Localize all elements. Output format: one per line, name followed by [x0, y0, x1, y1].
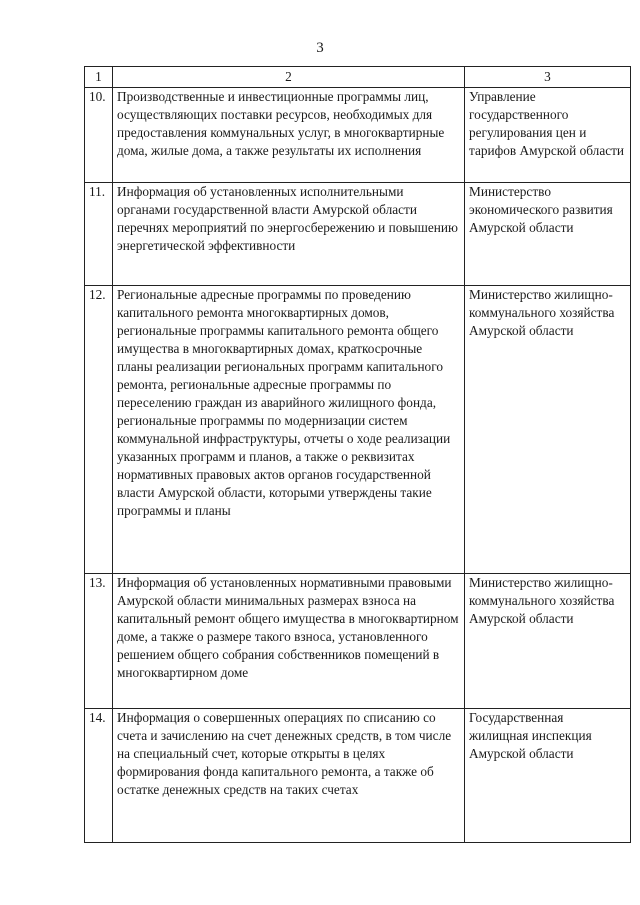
column-header-organization: 3: [465, 67, 631, 88]
document-table: [84, 66, 631, 843]
row-number: 11.: [85, 183, 113, 286]
row-description: Производственные и инвестиционные программы лиц, осуществляющих поставки ресурсов, необходимых для предоставления коммунальных услуг, в многоквартирные дома, жилые дома, а также результаты их исполнения: [113, 88, 465, 183]
row-description: Информация об установленных нормативными правовыми Амурской области минимальных размерах взноса на капитальный ремонт общего имущества в многоквартирном доме, а также о размере такого взноса, установленного решением общего собрания собственников помещений в многоквартирном доме: [113, 574, 465, 709]
column-header-number: 1: [85, 67, 113, 88]
row-number: 14.: [85, 709, 113, 843]
column-header-information: 2: [113, 67, 465, 88]
page-number: 3: [316, 40, 324, 56]
table-row: [85, 88, 631, 183]
row-number: 10.: [85, 88, 113, 183]
row-organization: Управление государственного регулирования цен и тарифов Амурской области: [465, 88, 631, 183]
table-row: [85, 286, 631, 574]
table-header-row: [85, 67, 631, 88]
row-description: Информация о совершенных операциях по списанию со счета и зачислению на счет денежных средств, в том числе на специальный счет, которые открыты в целях формирования фонда капитального ремонта, а также об остатке денежных средств на таких счетах: [113, 709, 465, 843]
row-description: Информация об установленных исполнительными органами государственной власти Амурской области перечнях мероприятий по энергосбережению и повышению энергетической эффективности: [113, 183, 465, 286]
row-description: Региональные адресные программы по проведению капитального ремонта многоквартирных домов, региональные программы капитального ремонта общего имущества в многоквартирных домах, краткосрочные планы реализации региональных программ капитального ремонта, региональные адресные программы по переселению граждан из аварийного жилищного фонда, региональные программы по модернизации систем коммунальной инфраструктуры, отчеты о ходе реализации указанных программ и планов, а также о реквизитах нормативных правовых актов органов государственной власти Амурской области, которыми утверждены такие программы и планы: [113, 286, 465, 574]
row-number: 13.: [85, 574, 113, 709]
row-organization: Министерство экономического развития Амурской области: [465, 183, 631, 286]
row-organization: Государственная жилищная инспекция Амурской области: [465, 709, 631, 843]
table-row: [85, 183, 631, 286]
table-row: [85, 709, 631, 843]
row-number: 12.: [85, 286, 113, 574]
row-organization: Министерство жилищно-коммунального хозяйства Амурской области: [465, 286, 631, 574]
table-row: [85, 574, 631, 709]
row-organization: Министерство жилищно-коммунального хозяйства Амурской области: [465, 574, 631, 709]
